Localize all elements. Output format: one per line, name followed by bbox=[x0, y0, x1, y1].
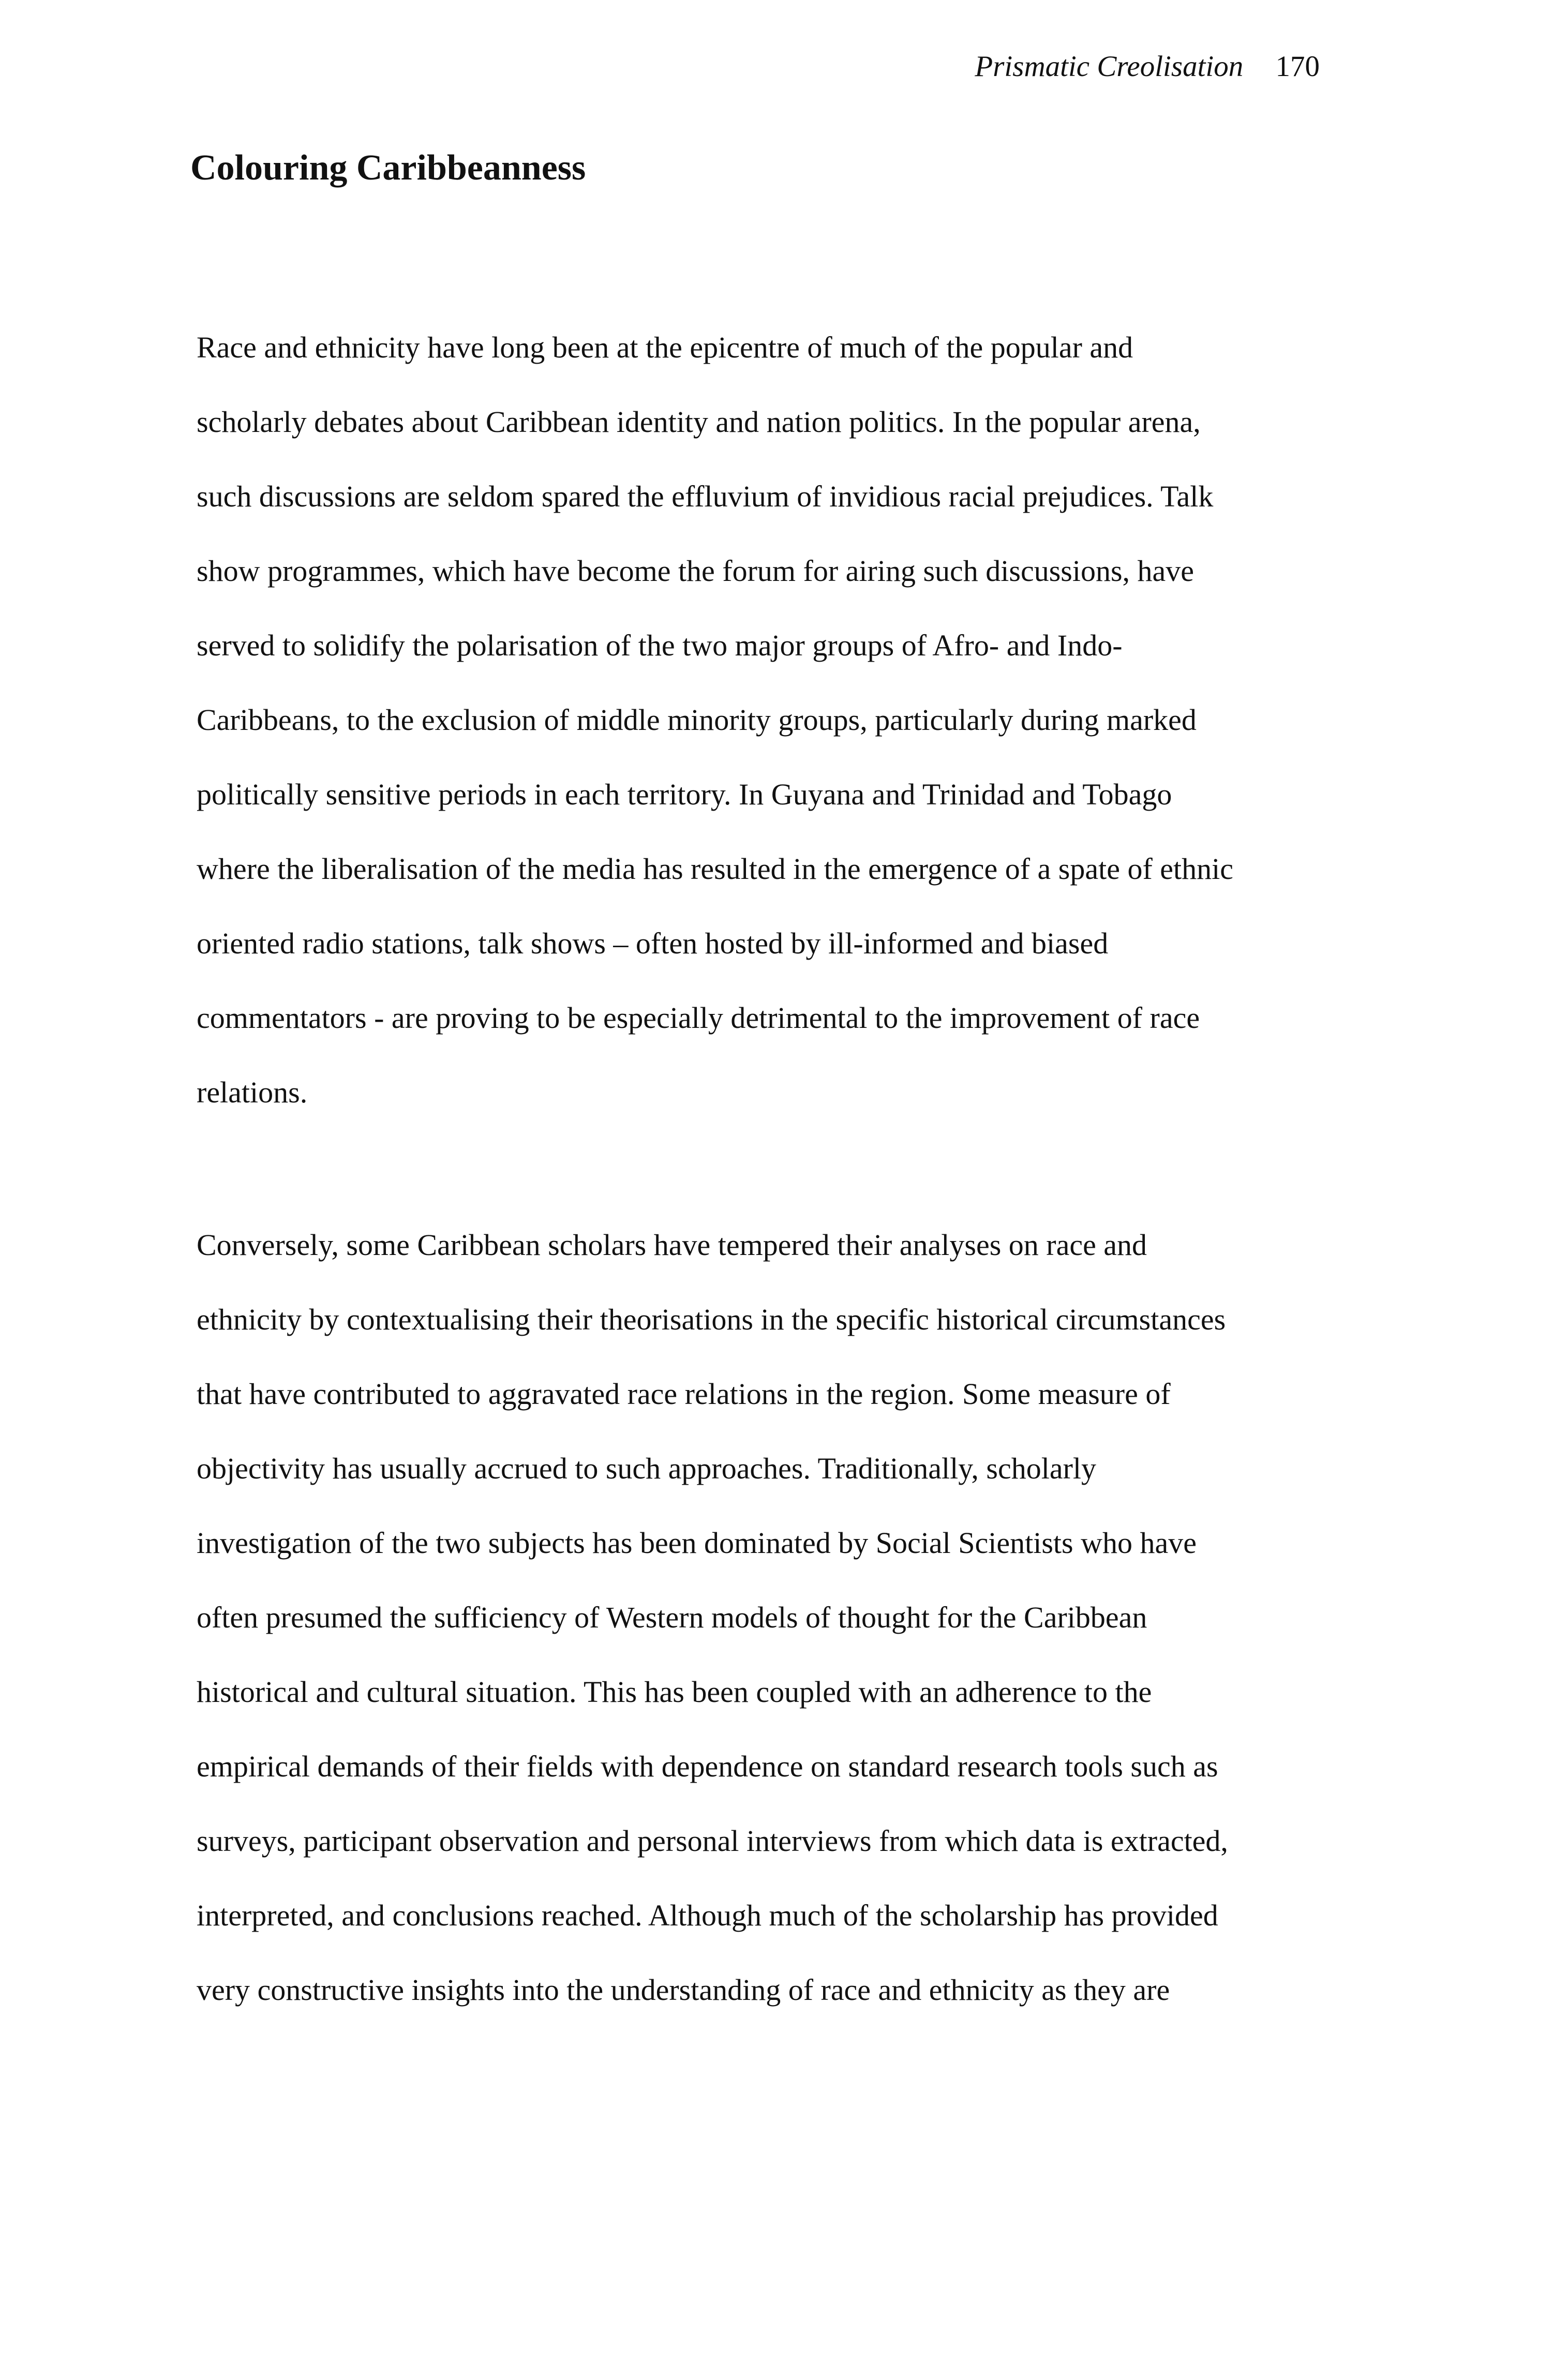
running-title: Prismatic Creolisation bbox=[975, 50, 1244, 83]
paragraph-2 bbox=[197, 1208, 1355, 2027]
text-line: often presumed the sufficiency of Western models of thought for the Caribbean bbox=[197, 1601, 1147, 1634]
text-line: very constructive insights into the understanding of race and ethnicity as they are bbox=[197, 1973, 1170, 2007]
paragraph-1 bbox=[197, 310, 1355, 1130]
text-line: interpreted, and conclusions reached. Although much of the scholarship has provided bbox=[197, 1899, 1218, 1932]
text-line: empirical demands of their fields with dependence on standard research tools such as bbox=[197, 1750, 1218, 1783]
text-line: surveys, participant observation and personal interviews from which data is extracted, bbox=[197, 1824, 1228, 1858]
text-line: historical and cultural situation. This has been coupled with an adherence to the bbox=[197, 1675, 1152, 1709]
text-line: relations. bbox=[197, 1075, 308, 1109]
running-header bbox=[975, 52, 1320, 81]
text-line: show programmes, which have become the forum for airing such discussions, have bbox=[197, 554, 1194, 588]
text-line: politically sensitive periods in each territory. In Guyana and Trinidad and Tobago bbox=[197, 778, 1172, 811]
text-line: investigation of the two subjects has been dominated by Social Scientists who have bbox=[197, 1526, 1197, 1560]
section-title: Colouring Caribbeanness bbox=[190, 148, 586, 188]
text-line: that have contributed to aggravated race relations in the region. Some measure of bbox=[197, 1377, 1171, 1411]
text-line: Race and ethnicity have long been at the epicentre of much of the popular and bbox=[197, 331, 1133, 364]
text-line: scholarly debates about Caribbean identity and nation politics. In the popular arena, bbox=[197, 405, 1201, 439]
text-line: oriented radio stations, talk shows – often hosted by ill-informed and biased bbox=[197, 927, 1109, 960]
text-line: Conversely, some Caribbean scholars have tempered their analyses on race and bbox=[197, 1228, 1147, 1262]
text-line: where the liberalisation of the media has resulted in the emergence of a spate of ethnic bbox=[197, 852, 1233, 886]
text-line: served to solidify the polarisation of the two major groups of Afro- and Indo- bbox=[197, 629, 1123, 662]
text-line: Caribbeans, to the exclusion of middle minority groups, particularly during marked bbox=[197, 703, 1197, 737]
text-line: such discussions are seldom spared the effluvium of invidious racial prejudices. Talk bbox=[197, 480, 1214, 513]
text-line: objectivity has usually accrued to such approaches. Traditionally, scholarly bbox=[197, 1452, 1097, 1485]
text-line: ethnicity by contextualising their theorisations in the specific historical circumstances bbox=[197, 1303, 1226, 1336]
text-line: commentators - are proving to be especially detrimental to the improvement of race bbox=[197, 1001, 1200, 1035]
page-number: 170 bbox=[1275, 50, 1320, 83]
